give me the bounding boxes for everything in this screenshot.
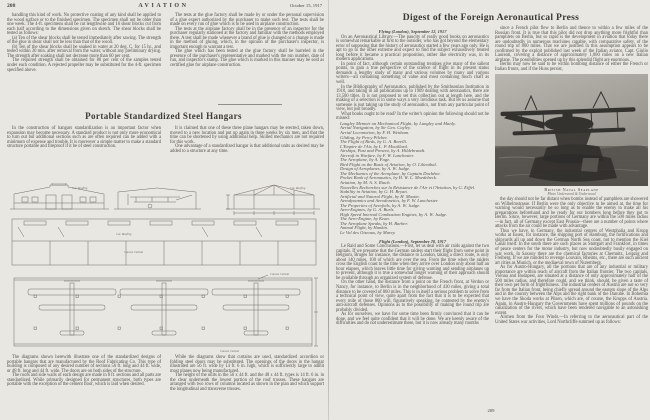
drawing-label: Cor. Roofing xyxy=(72,186,88,190)
photo-credit: Photo Underwood & Underwood xyxy=(547,192,596,197)
book-list-item: Aerial Locomotion, by F. H. Wenham. xyxy=(340,129,410,135)
book-list-item: The Flight of Birds, by G. A. Borelli. xyxy=(340,139,408,145)
hangar-body-columns xyxy=(7,356,324,392)
hangar-intro-col-1 xyxy=(7,127,161,154)
drawing-label: Canvas Curtain xyxy=(220,349,240,353)
glue-paragraph: The tests at the glue factory shall be made by or under the personal supervision of a glue expert authorized by the purchaser to make such test. The tests shall be made on every run of glue which is to be used in airplane construction. xyxy=(170,13,324,28)
flight-section-heading: Flight (London), September 20, 1917 xyxy=(378,238,447,244)
glue-paragraph: The glue which has been tested at the glue factory shall be barreled in the presence of the purchaser's representative and marked with the run number, date of run, and inspector's stamp. The glue which is marked in this manner may be sold as certified glue for airplane construction. xyxy=(170,49,324,69)
digest-col-2 xyxy=(495,27,648,327)
seaplane-photo xyxy=(495,74,648,186)
hangar-body-col-2 xyxy=(170,356,324,392)
book-list-item: Le Vol des Oiseaux, by Marey. xyxy=(340,230,396,236)
book-list-item: The Aero-Engine, by Kean. xyxy=(340,216,390,222)
hangar-paragraph: In the construction of hangars standardization is an important factor when expansion may become necessary. A standard product is not only more economical to turn out but additional sections such as are often required can be added with a minimum of expense and trouble. It is moreover a simple matter to make a standard structure portable and fireproof if it be of steel construction. xyxy=(7,126,161,150)
left-page-number: 208 xyxy=(7,3,16,9)
book-list-item: Design of Aeroplanes, by A. W. Judge. xyxy=(340,166,411,172)
hangar-paragraph: While the diagrams show that curtains are used, standardized accordion or folding steel doors may be substituted. The openings of the doors in the hangar illustrated are 56 ft. wide by 14 ft. 6 in. high, which is sufficiently large to admit most planes now being manufactured. xyxy=(170,355,324,374)
digest-paragraph: As for Austro-Hungary, all the portions that are of any industrial or military importance are within reach of aircraft from the Italian frontier. The two capitals, Vienna and Budapest, are situated at a distance of only approximately half of the 500 miles radius, and therefore could, and we think, should, be given a taste of their own pet form of frightfulness. The industrial centers of Austria are not so very far from the Italian front, being chiefly spread around the eastern slope of the Alps and in the country between the Alps and the right bank of the Danube. In Bohemia we have the Skoda works at Pilsen, which are, of course, the Krupps of Austria. Again, in Austro-Hungary the Governments have spent millions of pounds on the canalization of the rivers, which have been rendered navigable to an astonishing extent. xyxy=(495,265,648,316)
hangar-intro-columns xyxy=(7,127,324,154)
flying-section-heading: Flying (London), September 12, 1917 xyxy=(378,29,447,34)
side-elevation-drawing xyxy=(12,219,316,265)
book-list-item: Aerodynamics and Aerodonetics, by F. W. Lanchester. xyxy=(340,198,439,204)
drawing-label: Canvas Curtain xyxy=(124,250,144,254)
glue-paragraph: The tests at the airplane factory shall be in the presence of an inspector for the purchaser regularly stationed at the factory and familiar with the methods employed there. A test shall be made whenever a brand of glue is changed or a change is made in the method of gluing, which, in the opinion of the purchaser's inspector, is important enough to warrant a test. xyxy=(170,26,324,50)
end-elevation-drawing xyxy=(10,183,109,209)
hangar-paragraph: One advantage of a standardized hangar is that additional units as desired may be added to a structure at any time. xyxy=(170,144,324,154)
book-list-item: Aerial Navigation, by Sir Geo. Cayley. xyxy=(340,125,411,131)
glue-paragraph: The required strength shall be obtained for 80 per cent of the samples tested under each condition. A rejected propeller may be substituted for the 4-ft. specimen specified above. xyxy=(7,58,161,73)
hangar-paragraph: The roofs and side walls of each design are made in 8 ft. sections and all parts are standardized. While primarily designed for permanent structures, both types are portable with the exception of the cement floor, which is laid when desired. xyxy=(7,373,161,388)
glue-paragraph: (b) Ten of the shear blocks shall be soaked in water at 20 deg. C. for 15 hr., and tested within 30 min. after removal from the water, without any preliminary drying. The strength after soaking shall not decrease more than 60 per cent. xyxy=(7,44,161,59)
digest-paragraph: As for ourselves, we have for some time been firmly convinced that it can be done, and we feel quite confident that it will be done. We are keenly aware of the difficulties and do not underestimate these, but it is now already many months xyxy=(336,312,489,327)
digest-paragraph: In point of fact, although certain outstanding treatises give many of the salient points, to gain a true perspective of the science of flight in its present status demands a lengthy study of many and various volumes by many and various writers—all containing something of value and most containing much chaff as well. xyxy=(336,61,489,85)
digest-paragraph: Le Raid and Some Conclusions.—First, let us deal with air raids against the two capitals. If we presume that the German raiders start their flight from some point in Belgium, Bruges for instance, the distance to London, taking a direct route, is only about 140 miles, 100 of which are over the sea. From the time when the raiders cross the English coast to the time when they arrive over London only about half an hour elapses, which leaves little time for giving warning and sending airplanes up to prevent, although it is true a somewhat longer warning of their approach should be available through an organized system of defense. xyxy=(336,244,489,281)
digest-columns xyxy=(336,27,648,327)
book-list-item: High Speed Internal Combustion Engines, by A. W. Judge. xyxy=(340,211,448,217)
book-list-item: Animal Flight, by Hankin. xyxy=(340,225,389,231)
digest-article-title: Digest of the Foreign Aeronautical Press xyxy=(402,12,580,23)
journal-title: AVIATION xyxy=(138,3,189,9)
right-page-number: 209 xyxy=(487,408,495,413)
book-list-item: L'Empire de l'Air, by L. P. Mouillard. xyxy=(340,143,408,149)
hangar-paragraph: It is claimed that one of these three plane hangars may be erected, taken down, moved to a new location and put up again in three weeks by six men, and that the time can be shortened by using additional help. Skilled mechanics are not required for this work. xyxy=(170,126,324,145)
book-list xyxy=(336,122,489,236)
hangar-drawings-svg xyxy=(6,183,322,353)
book-list-item: The Properties of Aerofoils, by A. W. Judge. xyxy=(340,202,421,208)
article-end-rule xyxy=(218,104,282,105)
drawing-label: Cor. Roofing xyxy=(116,232,132,236)
digest-paragraph: the day should not be far distant when bombs instead of pamphlets are showered on Wilhelmstrasse. If Berlin were the only objective to be aimed at, the time for warning would necessarily be so long as to enable the enemy to make all his preparations beforehand and be ready for our bombers long before they got to Berlin. Since, however, large portions of Germany are within the 500 miles radius—in fact, all of Germany except East Prussia—there are a number of points where attacks from the air could be made with advantage. xyxy=(495,196,648,230)
seaplane-photo-svg xyxy=(495,74,648,186)
biplane-plan-2 xyxy=(120,281,208,335)
issue-date: October 15, 1917 xyxy=(289,3,322,8)
book-list-item: Bird Flight as the Basis of Aviation, by O. Lilienthal. xyxy=(340,161,437,167)
glue-col-1 xyxy=(7,14,161,73)
hangar-article-title: Portable Standardized Steel Hangars xyxy=(85,111,242,121)
hangar-paragraph: The height of the units in the 56 x 44 ft. and the 48 x 44 ft. types is 14 ft. 6 in. in the clear underneath the lowest portion of the roof trusses. These hangars are arranged with two rows of columns located as shown in the plan and which support the longitudinal and transverse trusses. xyxy=(170,373,324,392)
page-gutter-divider xyxy=(328,0,329,420)
biplane-plan-1 xyxy=(28,281,116,335)
hangar-drawings xyxy=(6,183,322,353)
book-list-item: Langley Memoir on Mechanical Flight, by Langley and Manly. xyxy=(340,120,456,126)
book-list-item: Aircraft in Warfare, by F. W. Lanchester. xyxy=(340,152,415,158)
digest-paragraph: Thus we have, in Germany, the industrial centers of Westphalia and Krupp works at Essen, for instance, the shipping port of Hamburg, the fortifications and shipyards all up and down the German North Sea coast, not to mention the Kiel Canal itself. In the south there are such places as Stuttgart and Frankfort, in times of peace centers for the motor industry, but now undoubtedly busily engaged on war work. In Saxony there are the chemical factories at Chemnitz, Leipzig and Freiberg. If we are minded to revenge Louvain, Rheims, etc., there are such ancient art cities as Munich, or the mediaeval town of Nuremberg. xyxy=(495,228,648,266)
digest-paragraph: What books ought to be read? In the writer's opinion the following should not be missed: xyxy=(336,111,489,122)
digest-paragraph: In the Bibliography of Aeronautics, published by the Smithsonian Institution in 1910, and taking in all publications up to 1909 dealing with aeronautics, there are 13,500 titles. It is not proposed to set this collection out at length here, and the making of a selection is in some ways a very invidious task. But let us assume that someone is just taking up the study of aeronautics, not from any particular point of view, but just broadly. xyxy=(336,84,489,113)
hangar-intro-col-2 xyxy=(170,127,324,154)
drawing-label: Cor. Roofing xyxy=(290,186,306,190)
book-list-item: Nouvelles Recherches sur la Résistance de l'Air et l'Aviation, by G. Eiffel. xyxy=(340,184,476,190)
hangar-body-col-1 xyxy=(7,356,161,392)
plan-view-drawing xyxy=(14,275,318,346)
plane-elevation-drawing xyxy=(114,188,201,209)
glue-col-2 xyxy=(170,14,324,73)
book-list-item: The Aeroplane, by A. Fage. xyxy=(340,157,391,163)
digest-paragraph: On an Aeronautical Library.—The paucity of really good books on aeronautics is somewhat remarkable at first to the outsider, who has got beyond the elementary error of supposing that the history of aeronautics started a few years ago only. He is apt to go to the other extreme and expect to find the subject exhaustively treated long before it became a practical proposition, rather like electricity was, in its modern applications. xyxy=(336,34,489,63)
digest-paragraph: since a French pilot flew to Berlin and thence to within a few miles of the Russian front. It is true that this pilot did not drop anything more frightful than pamphlets on Berlin, but so rapid is the development in aviation that today there are undoubtedly in numerous machines capable, with comparative safety, of the round trip of 800 miles. That we are justified in this assumption appears to be confirmed by the exploit published last week of the Italian aviator, Capt. Giulio Laureati, covering a distance of approximately 1,000 miles on a new Italian airplane. The possibilities opened up by this splendid flight are enormous. xyxy=(495,26,648,63)
digest-paragraph: On the other hand, the distance from a point on the French front, at Verdun or Nancy, for instance, to Berlin is in the neighborhood of 430 miles, giving a total distance to be covered of 860 miles. This is in itself a serious problem to solve from a technical point of view, quite apart from the fact that it is to be expected that every mile of those 860 will, figuratively speaking, be contested by the enemy's anti-aircraft defenses. Opinions as to the possibility of making the round trip are probably divided. xyxy=(336,280,490,313)
book-list-item: Airships, Past and Present, by A. Hildebrandt. xyxy=(340,148,426,154)
book-list-item: The Mechanics of the Aeroplane, by Captain Duchêne. xyxy=(340,170,441,176)
glue-paragraph: handling this kind of work. No protective coating of any kind shall be applied to the wood surface or to the finished specimen. The specimen shall not be older than one week. The 4-ft. specimens shall be cut lengthwise and 16 shear blocks cut from each half according to the dimensions given on sketch. The shear blocks shall be tested as follows: xyxy=(7,13,161,37)
truss-section-drawing xyxy=(226,185,320,215)
book-list-item: Stability in Aviation, by G. H. Bryan. xyxy=(340,189,408,195)
digest-paragraph: Airmen from the Four Winds.—In referring to the aeronautical part of the United States war activities, Lord Northcliffe summed up as follows: xyxy=(495,315,648,325)
photo-caption: British Naval Seaplane xyxy=(544,187,599,193)
hangar-paragraph: The diagrams shown herewith illustrate one of the standardized designs of portable hangars that are manufactured by the Roof Fabricating Co. This type of building is composed of any desired number of sections 56 ft. long and 44 ft. wide, or 48 ft. long and 44 ft. wide. The doors are on both sides of the structure. xyxy=(7,355,161,374)
digest-col-1 xyxy=(336,27,489,327)
book-list-item: The Aeroplane Speaks, by H. Barber. xyxy=(340,220,408,226)
book-list-item: Pocket Book of Aeronautics, by H. W. L. Moedebeck. xyxy=(340,175,437,181)
book-list-item: Aero-Engines, by G. A. Burls. xyxy=(340,207,395,213)
glue-article-columns xyxy=(7,14,324,73)
book-list-item: Artificial and Natural Flight, by H. Maxim. xyxy=(340,193,420,199)
digest-paragraph: Berlin may now be said to be within bombing distance of either the French or Italian fronts, and if the Huns persist, xyxy=(495,62,648,72)
glue-paragraph: (a) Ten of the shear blocks shall be tested immediately after sawing. The strength of the glue in shear shall not be less than that of the wood. xyxy=(7,35,161,46)
book-list-item: Gliding, by Percy Pilcher. xyxy=(340,134,388,140)
drawing-label: Canvas Curtain xyxy=(270,272,290,276)
book-list-item: Aviation, by M. A. S. Riach. xyxy=(340,180,391,185)
